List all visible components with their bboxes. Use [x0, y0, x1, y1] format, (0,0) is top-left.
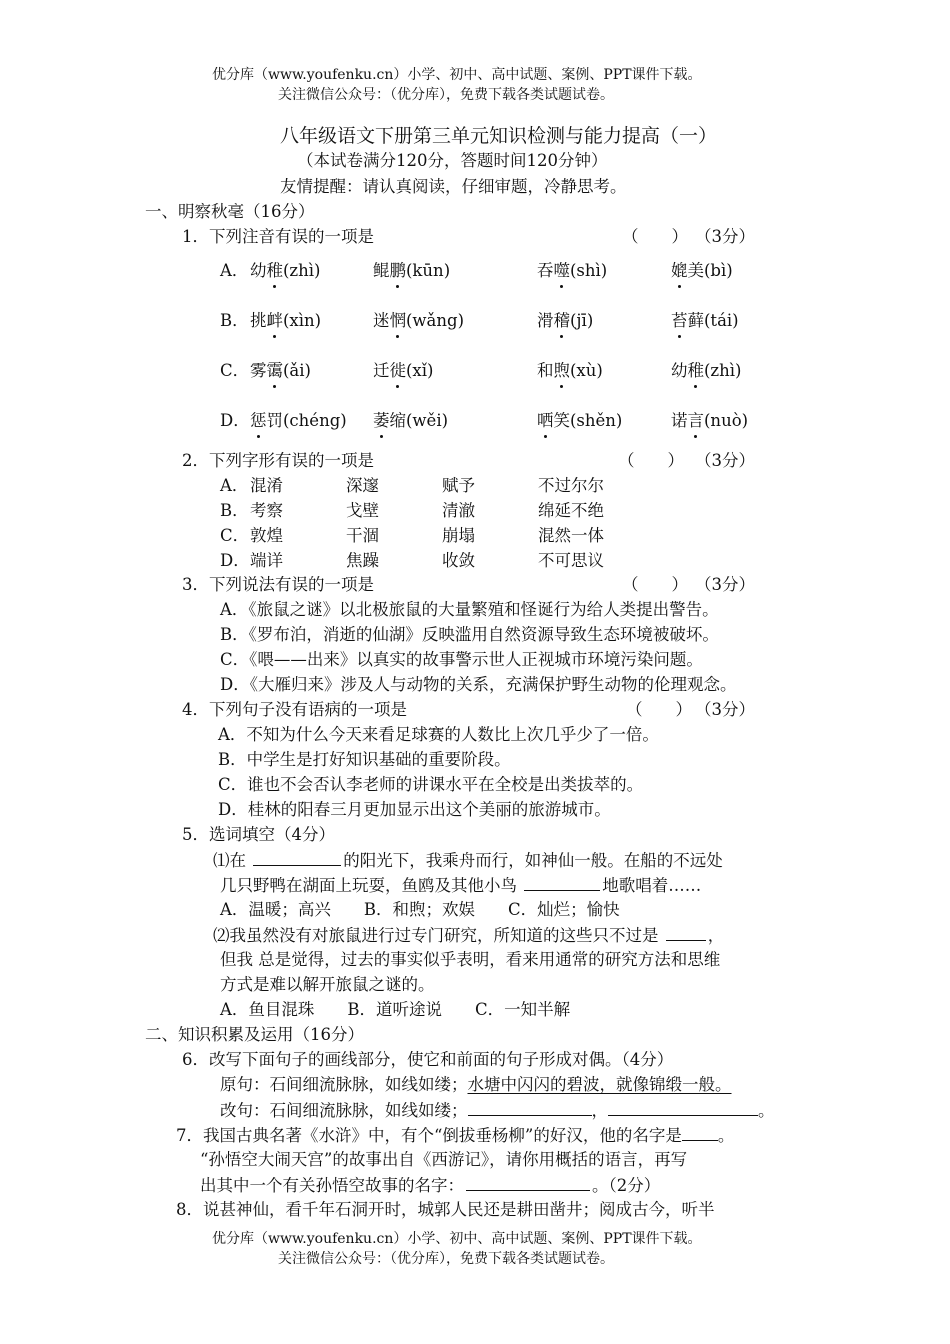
q1-word-post: 罚(chéng) — [266, 411, 347, 430]
q5-p1-b: 的阳光下，我乘舟而行，如神仙一般。在船的不远处 — [343, 851, 723, 870]
q1-word — [537, 260, 607, 282]
q5-options-2: A．鱼目混珠 B．道听途说 C．一知半解 — [220, 1000, 571, 1019]
q7-l1-b: 。 — [717, 1126, 735, 1145]
q1-word-post: (wǎng) — [406, 311, 465, 330]
q6-rew-mid: ， — [591, 1101, 608, 1120]
header-line-2: 关注微信公众号：（优分库），免费下载各类试题试卷。 — [278, 87, 614, 103]
q5-blank-3[interactable] — [666, 924, 706, 941]
q2-word: 清澈 — [442, 501, 475, 520]
q5-part2-line2: 但我 总是觉得，过去的事实似乎表明，看来用通常的研究方法和思维 — [220, 950, 721, 969]
q6-rew-end: 。 — [758, 1101, 775, 1120]
q6-original — [220, 1074, 732, 1096]
q2-word: 赋予 — [442, 476, 475, 495]
footer-line-1: 优分库（www.youfenku.cn）小学、初中、高中试题、案例、PPT课件下载。 — [212, 1231, 702, 1247]
q3-option-d: D．《大雁归来》涉及人与动物的关系，充满保护野生动物的伦理观念。 — [220, 675, 737, 694]
q1-word-post: (kūn) — [406, 261, 451, 280]
q6-blank-2[interactable] — [608, 1099, 758, 1116]
q5-options-1: A．温暖；高兴 B．和煦；欢娱 C．灿烂；愉快 — [220, 900, 620, 919]
q1-word-post: (ǎi) — [283, 361, 311, 380]
q1-word — [250, 360, 311, 382]
q1-word — [671, 260, 733, 282]
q1-word-pre: 吞 — [537, 261, 554, 280]
q1-word-dotted-char: 稚 — [266, 261, 283, 280]
q2-word: 端详 — [250, 551, 283, 570]
q1-word — [671, 310, 739, 332]
q1-word-post: 美(bì) — [687, 261, 733, 280]
q6-rewrite — [220, 1099, 775, 1122]
q4-paren: （ ） — [626, 700, 692, 719]
page-title: 八年级语文下册第三单元知识检测与能力提高（一） — [280, 125, 718, 147]
q4-stem: 4．下列句子没有语病的一项是 — [182, 700, 407, 719]
q1-word-pre: 诺 — [671, 411, 688, 430]
q1-word-post: (xìn) — [283, 311, 322, 330]
q2-option-label: B． — [220, 501, 249, 520]
q1-word-pre: 幼 — [671, 361, 688, 380]
q1-word — [373, 260, 450, 282]
q1-word — [373, 310, 464, 332]
q8-line-1: 8．说甚神仙，看千年石洞开时，城郭人民还是耕田凿井；阅成古今，听半 — [176, 1200, 715, 1219]
section-1-heading: 一、明察秋毫（16分） — [145, 202, 315, 221]
q2-score: （3分） — [695, 451, 755, 470]
q1-word — [537, 360, 603, 382]
q5-p2-a: ⑵我虽然没有对旅鼠进行过专门研究，所知道的这些只不过是 — [213, 926, 659, 945]
q1-word-dotted-char: 稚 — [687, 361, 704, 380]
q2-word: 考察 — [250, 501, 283, 520]
q1-word-post: (jī) — [570, 311, 594, 330]
q6-orig-pre: 原句：石间细流脉脉，如线如缕； — [220, 1075, 468, 1094]
q1-option-label: C． — [220, 361, 250, 380]
q2-word: 混然一体 — [538, 526, 604, 545]
q2-option-label: C． — [220, 526, 250, 545]
q1-word-dotted-char: 煦 — [553, 361, 570, 380]
q4-option-a: A．不知为什么今天来看足球赛的人数比上次几乎少了一倍。 — [218, 725, 659, 744]
q7-l3-a: 出其中一个有关孙悟空故事的名字： — [200, 1176, 464, 1195]
q1-word — [250, 260, 320, 282]
q1-word — [373, 410, 448, 432]
q1-word-dotted-char: 言 — [687, 411, 704, 430]
q4-score: （3分） — [695, 700, 755, 719]
q1-word-pre: 迷 — [373, 311, 390, 330]
q1-option-label: D． — [220, 411, 250, 430]
q5-blank-1[interactable] — [253, 849, 341, 866]
q6-blank-1[interactable] — [468, 1099, 592, 1116]
q1-option-label: B． — [220, 311, 249, 330]
q7-blank-2[interactable] — [466, 1174, 590, 1191]
q7-line-3 — [200, 1174, 660, 1197]
q3-option-a: A．《旅鼠之谜》以北极旅鼠的大量繁殖和怪诞行为给人类提出警告。 — [220, 600, 719, 619]
q1-word-dotted-char: 惘 — [389, 311, 406, 330]
q2-word: 崩塌 — [442, 526, 475, 545]
q1-word-pre: 迁 — [373, 361, 390, 380]
q2-word: 干涸 — [346, 526, 379, 545]
q1-word-dotted-char: 萎 — [373, 411, 390, 430]
q6-orig-underlined: 水塘中闪闪的碧波，就像锦缎一般。 — [467, 1075, 732, 1094]
q1-word-post: (nuò) — [704, 411, 749, 430]
q1-word-pre: 幼 — [250, 261, 267, 280]
q5-p1-c: 几只野鸭在湖面上玩耍，鱼鸥及其他小鸟 — [220, 876, 517, 895]
q7-line-2: “孙悟空大闹天宫”的故事出自《西游记》，请你用概括的语言，再写 — [200, 1150, 688, 1169]
q1-word-pre: 挑 — [250, 311, 267, 330]
q4-option-d: D．桂林的阳春三月更加显示出这个美丽的旅游城市。 — [218, 800, 611, 819]
reminder: 友情提醒：请认真阅读，仔细审题，冷静思考。 — [280, 177, 627, 196]
q2-word: 绵延不绝 — [538, 501, 604, 520]
q2-word: 混淆 — [250, 476, 283, 495]
q6-rew-pre: 改句：石间细流脉脉，如线如缕； — [220, 1101, 468, 1120]
page-subtitle: （本试卷满分120分，答题时间120分钟） — [297, 151, 608, 170]
section-2-heading: 二、知识积累及运用（16分） — [145, 1025, 364, 1044]
q1-word-dotted-char: 苔 — [671, 311, 688, 330]
q2-word: 敦煌 — [250, 526, 283, 545]
q1-word-pre: 鲲 — [373, 261, 390, 280]
q1-word-post: (xù) — [570, 361, 603, 380]
q1-option-label: A． — [220, 261, 249, 280]
q2-stem: 2．下列字形有误的一项是 — [182, 451, 374, 470]
q5-part1-line2 — [220, 874, 701, 897]
q4-option-b: B．中学生是打好知识基础的重要阶段。 — [218, 750, 511, 769]
q1-word — [671, 360, 741, 382]
q1-word — [671, 410, 748, 432]
q7-blank-1[interactable] — [682, 1124, 718, 1141]
q1-word — [250, 310, 321, 332]
q1-word — [537, 410, 622, 432]
q3-stem: 3．下列说法有误的一项是 — [182, 575, 374, 594]
q4-option-c: C．谁也不会否认李老师的讲课水平在全校是出类拔萃的。 — [218, 775, 644, 794]
q5-part2-line3: 方式是难以解开旅鼠之谜的。 — [220, 975, 435, 994]
q1-word-post: (xǐ) — [406, 361, 434, 380]
q2-word: 不过尔尔 — [538, 476, 604, 495]
q1-word-dotted-char: 鹏 — [389, 261, 406, 280]
footer-line-2: 关注微信公众号：（优分库），免费下载各类试题试卷。 — [278, 1251, 614, 1267]
q2-option-label: D． — [220, 551, 250, 570]
q1-word-pre: 雾 — [250, 361, 267, 380]
q1-word — [250, 410, 347, 432]
q7-l1-a: 7．我国古典名著《水浒》中，有个“倒拔垂杨柳”的好汉，他的名字是 — [176, 1126, 682, 1145]
q5-p1-d: 地歌唱着…… — [602, 876, 702, 895]
q2-paren: （ ） — [618, 451, 684, 470]
q1-word-dotted-char: 徙 — [389, 361, 406, 380]
q1-word-dotted-char: 稽 — [553, 311, 570, 330]
q6-stem: 6．改写下面句子的画线部分，使它和前面的句子形成对偶。（4分） — [182, 1050, 674, 1069]
q7-line-1 — [176, 1124, 734, 1147]
q2-word: 收敛 — [442, 551, 475, 570]
q2-word: 不可思议 — [538, 551, 604, 570]
q5-p1-a: ⑴在 — [213, 851, 246, 870]
q5-p2-b: ， — [707, 926, 725, 945]
q5-stem: 5．选词填空（4分） — [182, 825, 335, 844]
q1-word — [373, 360, 433, 382]
q1-word-post: (shì) — [570, 261, 608, 280]
q1-word-post: 缩(wěi) — [389, 411, 449, 430]
q1-word-dotted-char: 媲 — [671, 261, 688, 280]
q1-word — [537, 310, 593, 332]
q1-word-dotted-char: 惩 — [250, 411, 267, 430]
q1-word-dotted-char: 噬 — [553, 261, 570, 280]
q5-part2-line1 — [213, 924, 724, 947]
q1-word-dotted-char: 霭 — [266, 361, 283, 380]
header-line-1: 优分库（www.youfenku.cn）小学、初中、高中试题、案例、PPT课件下载。 — [212, 67, 702, 83]
q5-blank-2[interactable] — [524, 874, 600, 891]
q3-option-c: C．《喂——出来》以真实的故事警示世人正视城市环境污染问题。 — [220, 650, 703, 669]
q1-word-pre: 滑 — [537, 311, 554, 330]
q1-word-dotted-char: 哂 — [537, 411, 554, 430]
q3-paren: （ ） — [622, 575, 688, 594]
q7-l3-b: 。（2分） — [592, 1176, 661, 1195]
q1-paren: （ ） — [622, 227, 688, 246]
q1-word-post: 藓(tái) — [687, 311, 739, 330]
q5-part1-line1 — [213, 849, 723, 872]
q1-word-pre: 和 — [537, 361, 554, 380]
q2-option-label: A． — [220, 476, 249, 495]
q1-word-post: (zhì) — [704, 361, 742, 380]
q2-word: 焦躁 — [346, 551, 379, 570]
q3-score: （3分） — [695, 575, 755, 594]
q1-word-post: 笑(shěn) — [553, 411, 623, 430]
q1-word-post: (zhì) — [283, 261, 321, 280]
q3-option-b: B．《罗布泊，消逝的仙湖》反映滥用自然资源导致生态环境被破坏。 — [220, 625, 719, 644]
q1-stem: 1．下列注音有误的一项是 — [182, 227, 374, 246]
q1-score: （3分） — [695, 227, 755, 246]
q1-word-dotted-char: 衅 — [266, 311, 283, 330]
q2-word: 戈壁 — [346, 501, 379, 520]
q2-word: 深邃 — [346, 476, 379, 495]
